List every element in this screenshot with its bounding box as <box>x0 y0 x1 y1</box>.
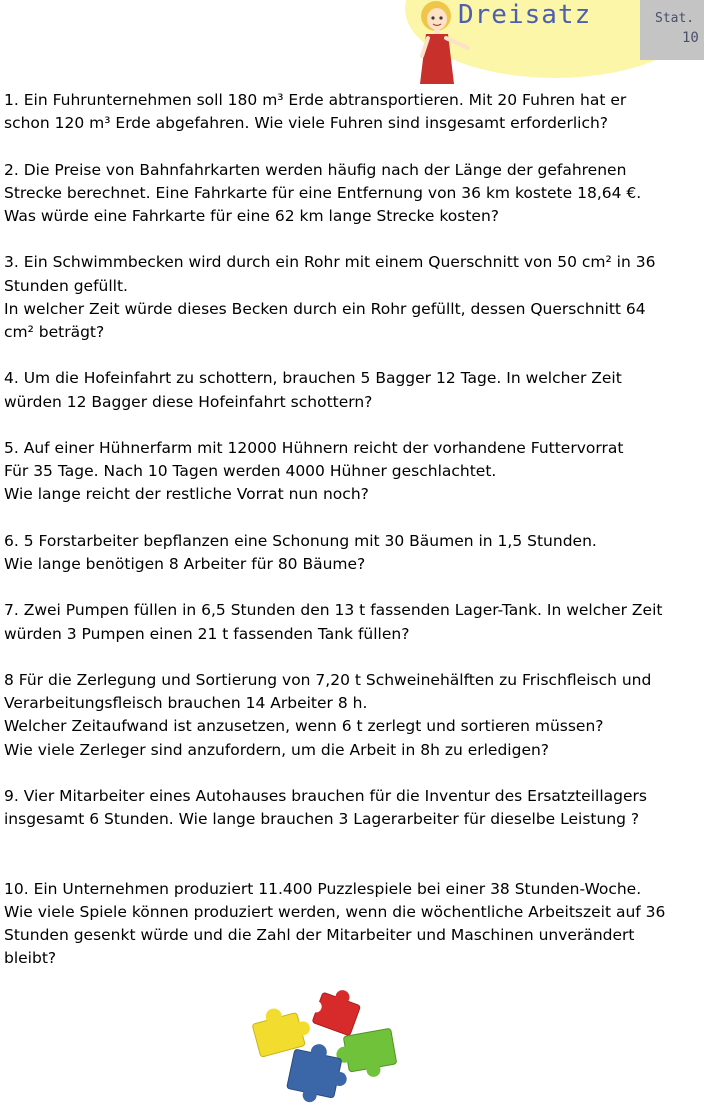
task-line: insgesamt 6 Stunden. Wie lange brauchen 3 Lagerarbeiter für dieselbe Leistung ? <box>4 810 640 829</box>
task-line: cm² beträgt? <box>4 323 105 341</box>
task-line: Wie lange benötigen 8 Arbeiter für 80 Bäume? <box>4 554 366 573</box>
task-line: bleibt? <box>4 949 57 968</box>
task-2 <box>4 159 694 229</box>
task-line: Wie viele Spiele können produziert werden, wenn die wöchentliche Arbeitszeit auf 36 <box>4 902 666 921</box>
task-line: 7. Zwei Pumpen füllen in 6,5 Stunden den 13 t fassenden Lager-Tank. In welcher Zeit <box>4 601 663 620</box>
station-label: Stat. <box>655 11 695 26</box>
task-line: Wie lange reicht der restliche Vorrat nun noch? <box>4 485 369 504</box>
task-line: Wie viele Zerleger sind anzufordern, um die Arbeit in 8h zu erledigen? <box>4 740 550 759</box>
task-9 <box>4 785 694 831</box>
task-line: In welcher Zeit würde dieses Becken durch ein Rohr gefüllt, dessen Querschnitt 64 <box>4 299 646 318</box>
task-line: 2. Die Preise von Bahnfahrkarten werden häufig nach der Länge der gefahrenen <box>4 160 627 179</box>
task-line: Was würde eine Fahrkarte für eine 62 km lange Strecke kosten? <box>4 207 500 225</box>
task-6 <box>4 530 694 576</box>
task-line: 4. Um die Hofeinfahrt zu schottern, brauchen 5 Bagger 12 Tage. In welcher Zeit <box>4 369 622 388</box>
task-7 <box>4 599 694 645</box>
puzzle-pieces-icon <box>246 990 410 1108</box>
task-line: 5. Auf einer Hühnerfarm mit 12000 Hühnern reicht der vorhandene Futtervorrat <box>4 438 624 457</box>
task-line: Welcher Zeitaufwand ist anzusetzen, wenn 6 t zerlegt und sortieren müssen? <box>4 717 604 736</box>
task-5 <box>4 437 694 507</box>
task-1 <box>4 89 694 135</box>
task-10 <box>4 878 694 971</box>
task-line: 8 Für die Zerlegung und Sortierung von 7,20 t Schweinehälften zu Frischfleisch und <box>4 670 652 689</box>
task-line: Stunden gesenkt würde und die Zahl der Mitarbeiter und Maschinen unverändert <box>4 926 635 945</box>
worksheet-title: Dreisatz <box>458 0 592 30</box>
task-line: 3. Ein Schwimmbecken wird durch ein Rohr mit einem Querschnitt von 50 cm² in 36 <box>4 253 656 272</box>
worksheet-header <box>0 0 704 84</box>
task-line: Strecke berechnet. Eine Fahrkarte für eine Entfernung von 36 km kostete 18,64 €. <box>4 183 642 202</box>
task-line: 1. Ein Fuhrunternehmen soll 180 m³ Erde abtransportieren. Mit 20 Fuhren hat er <box>4 91 627 109</box>
task-4 <box>4 367 694 413</box>
task-line: 6. 5 Forstarbeiter bepflanzen eine Schonung mit 30 Bäumen in 1,5 Stunden. <box>4 531 597 550</box>
station-badge <box>640 0 704 60</box>
task-line: Stunden gefüllt. <box>4 276 128 295</box>
task-line: Verarbeitungsfleisch brauchen 14 Arbeiter 8 h. <box>4 694 368 713</box>
task-line: 10. Ein Unternehmen produziert 11.400 Puzzlespiele bei einer 38 Stunden-Woche. <box>4 879 642 898</box>
task-line: würden 12 Bagger diese Hofeinfahrt schottern? <box>4 392 373 411</box>
task-line: Für 35 Tage. Nach 10 Tagen werden 4000 Hühner geschlachtet. <box>4 462 497 481</box>
task-line: würden 3 Pumpen einen 21 t fassenden Tank füllen? <box>4 624 410 643</box>
task-3 <box>4 251 694 344</box>
task-line: schon 120 m³ Erde abgefahren. Wie viele Fuhren sind insgesamt erforderlich? <box>4 114 609 133</box>
station-number: 10 <box>682 30 699 46</box>
task-list <box>4 89 694 994</box>
task-line: 9. Vier Mitarbeiter eines Autohauses brauchen für die Inventur des Ersatzteillagers <box>4 786 647 805</box>
task-8 <box>4 669 694 762</box>
